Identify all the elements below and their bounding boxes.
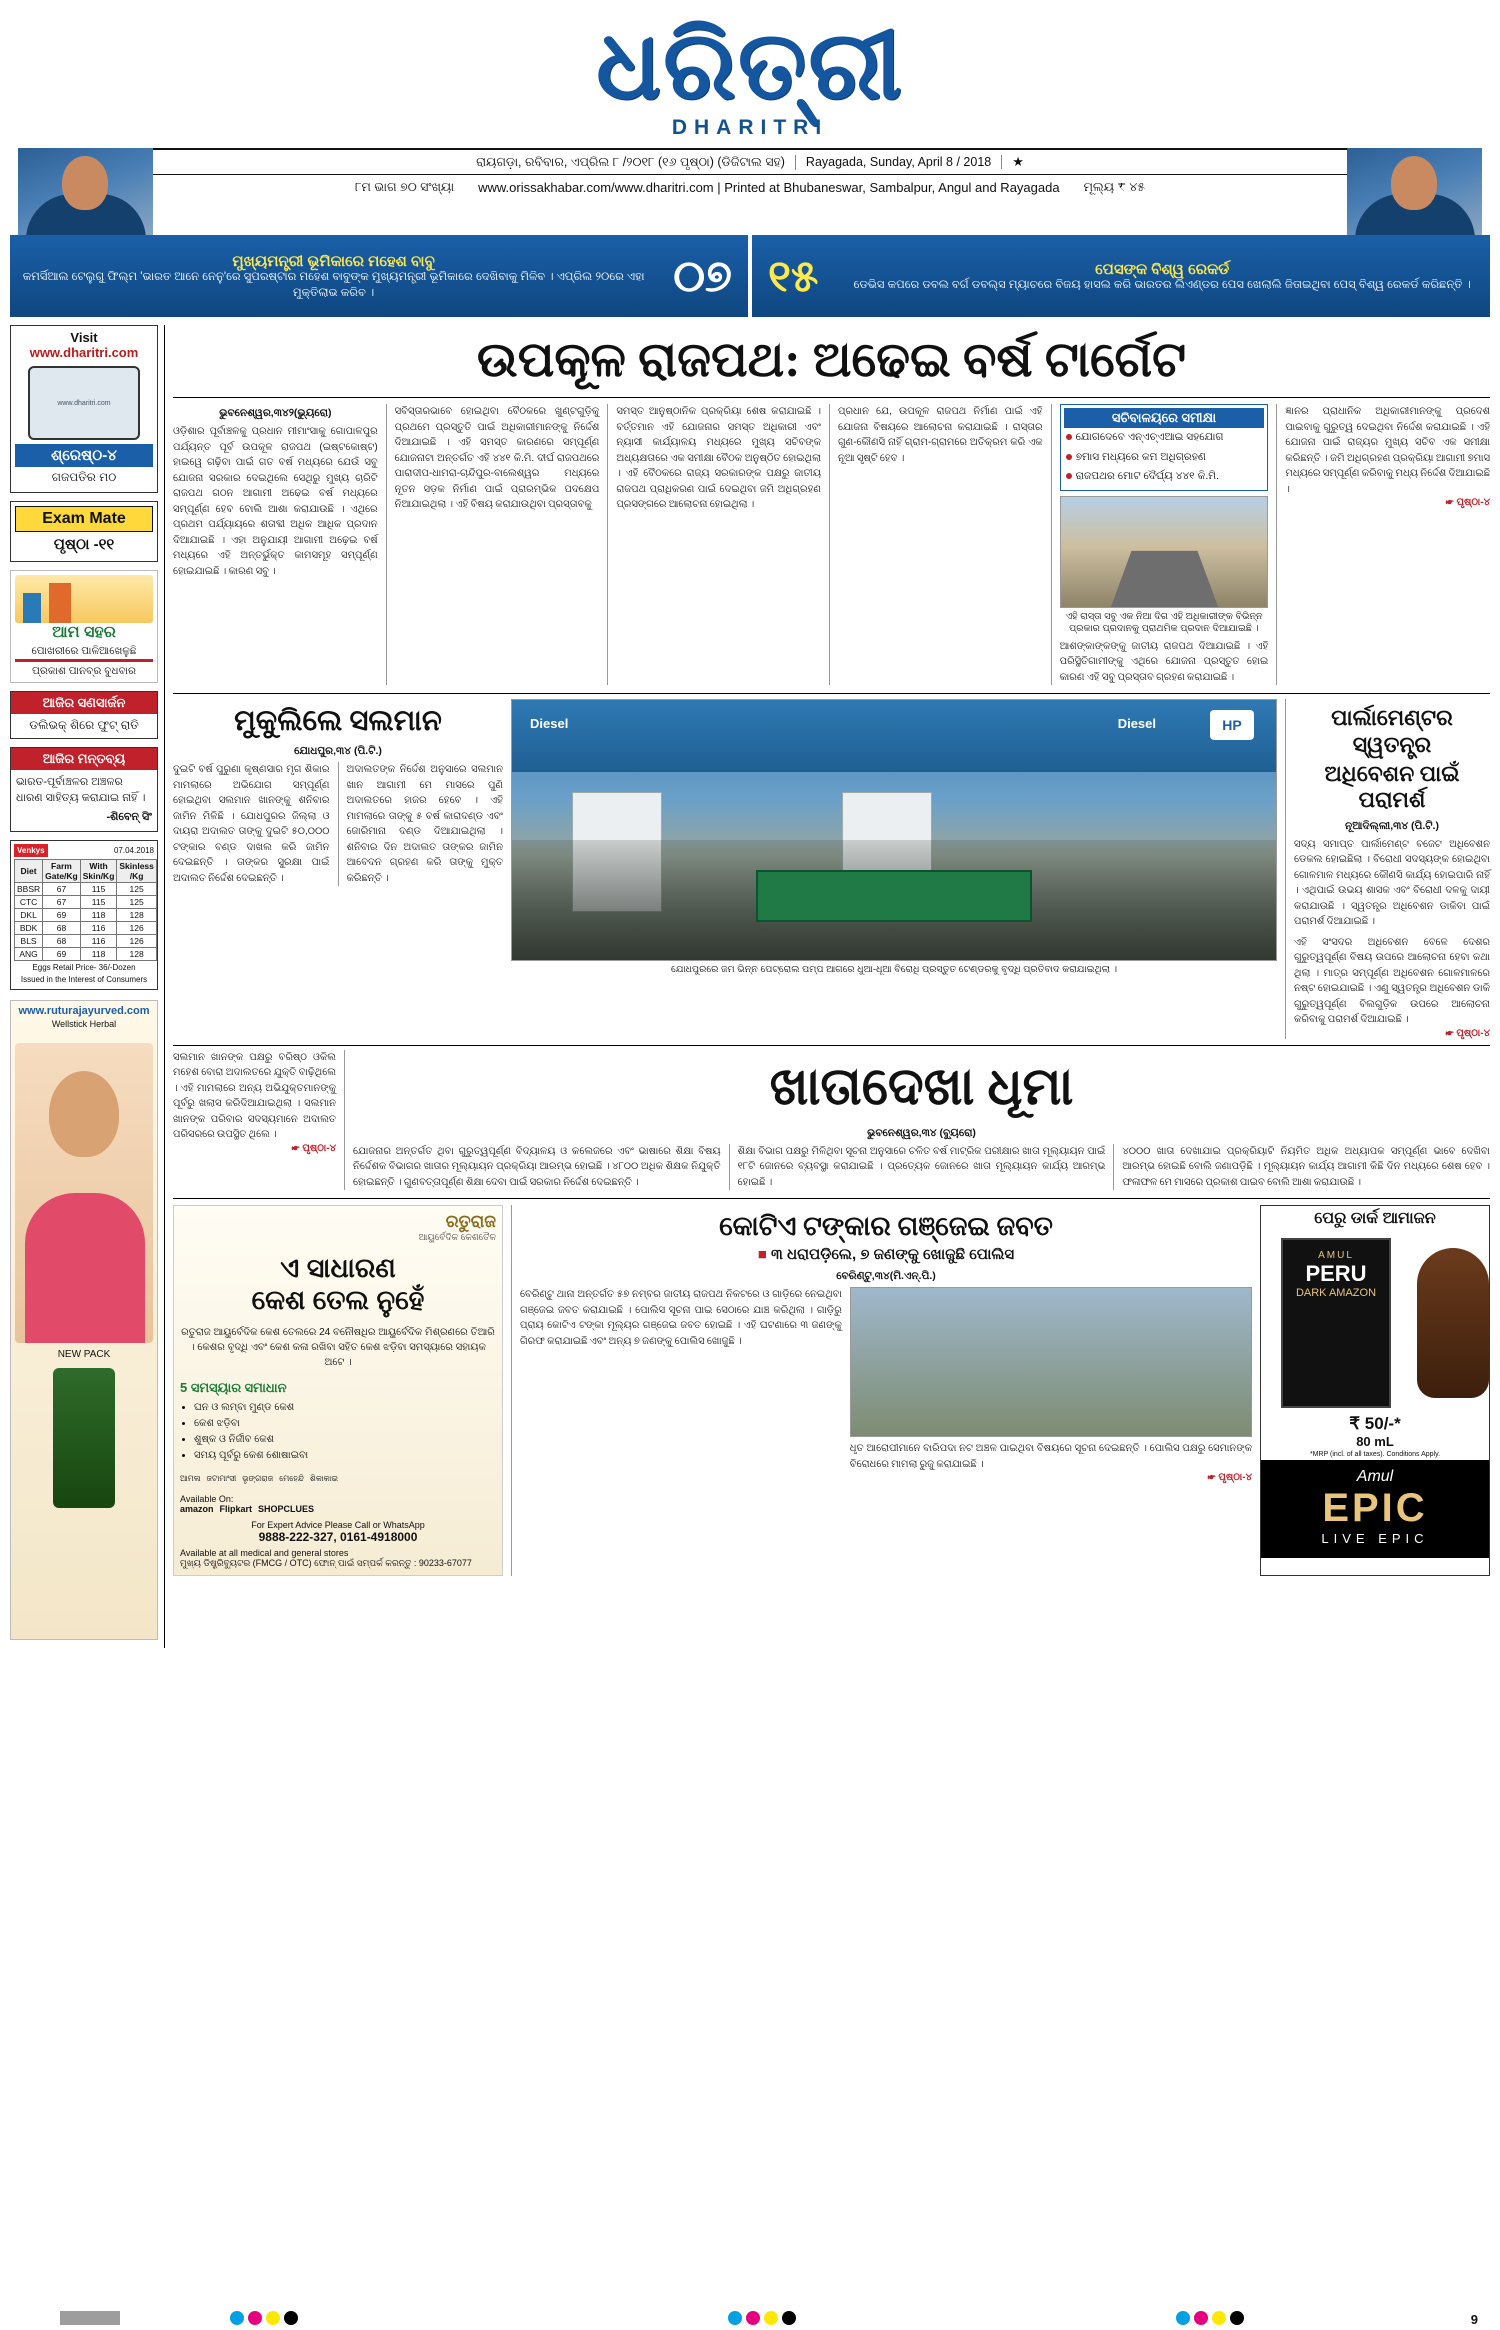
petrol-pump-photo <box>511 699 1277 961</box>
egg-col-withskin: With Skin/Kg <box>80 859 117 882</box>
egg-col-farmgate: Farm Gate/Kg <box>43 859 81 882</box>
new-pack-badge: NEW PACK <box>57 1348 111 1360</box>
crore-columns <box>520 1287 1252 1483</box>
ad-divider <box>15 659 153 662</box>
khata-byline: ଭୁବନେଶ୍ୱର,୩୪ (ବ୍ୟୁରୋ) <box>867 1126 976 1139</box>
main-area <box>164 325 1490 1648</box>
table-row <box>15 895 157 908</box>
amul-ad[interactable] <box>1260 1205 1490 1576</box>
khata-columns <box>353 1144 1490 1191</box>
amul-epic-footer <box>1261 1460 1489 1558</box>
quote-text: ଭାରତ-ପୂର୍ବାଞ୍ଚଳର ଅଞ୍ଚଳର ଧାରଣ ସାହିତ୍ୟ କରାଯାଇ ନାହିଁ । <box>16 776 146 804</box>
exam-mate-page: ପୃଷ୍ଠା -୧୧ <box>53 536 115 553</box>
crore-continued-link[interactable]: ☛ ପୃଷ୍ଠା-୪ <box>1207 1472 1252 1484</box>
lead-body-5: ଆଶଙ୍କାଙ୍କଙ୍କୁ ଜାତୀୟ ରାଜପଥ ଦିଆଯାଇଛି । ଏହି ପରିସ୍ଥିତିଗାମୀଙ୍କୁ ଏଥିରେ ଯୋଜନା ପ୍ରସ୍ତୁତ ହୋଇ କାରଣ ଏହି ସବୁ ପ୍ରସ୍ତାବ ଗ୍ରହଣ କରାଯାଇଛି । <box>1059 640 1269 683</box>
table-row <box>15 934 157 947</box>
list-item: • ଘନ ଓ ଲମ୍ବା ମୁଣ୍ଡ କେଶ <box>194 1400 496 1416</box>
masthead-info-row <box>0 175 1500 198</box>
amul-terms: *MRP (incl. of all taxes). Conditions Apply. <box>1309 1451 1441 1459</box>
salman-headline: ମୁକୁଲିଲେ ସଲମାନ <box>234 705 442 738</box>
city-illustration <box>15 575 153 623</box>
rail-blue-caption: ଗଜପତିର ମଠ <box>51 470 117 484</box>
lead-body-1: ଓଡ଼ିଶାର ପୂର୍ବାଞ୍ଚଳକୁ ପ୍ରଧାନ ମୀମାଂସାକୁ ଗୋପାଳପୁର ପର୍ଯ୍ୟନ୍ତ ପୂର୍ବ ଉପକୂଳ ରାଜପଥ (ଇଷ୍ଟକୋଷ୍ଟ) ହାଇୱେ ଗଢ଼ିବା ପାଇଁ ଗତ ବର୍ଷ ମଧ୍ୟରେ ଯେଉଁ ସବୁ ଯୋଜନା ସରକାର ଦେଇଥିଲେ ସେଥିରୁ ମୁଖ୍ୟ ଚାରିଟି ରାଜପଥ ଗଠନ ଆଗାମୀ ଅଢେଇ ବର୍ଷ ମଧ୍ୟରେ ସମ୍ପୂର୍ଣ୍ଣ ହେବ ବୋଲି ଆଶା କରାଯାଉଛି । ଏଥିରେ ପ୍ରଥମ ପର୍ଯ୍ୟାୟରେ ଶତାବ୍ଦୀ ଅଧିକ ଆଧିକ ପ୍ରଦାନ ଦିଆଯାଇଛି । ଏହା ଅନୁଯାୟୀ ଆଗାମୀ ଅଢ଼େଇ ବର୍ଷ ମଧ୍ୟରେ ଏହି ଅନ୍ତର୍ଭୁକ୍ତ କାମସମୂହ ସମ୍ପୂର୍ଣ୍ଣ ହୋଇଯାଇଛି । କାରଣ ସବୁ । <box>173 426 378 577</box>
print-registration-bar <box>0 2306 1500 2330</box>
lead-byline: ଭୁବନେଶ୍ୱର,୩୪୨(ଭ୍ୟୁରୋ) <box>219 407 332 419</box>
egg-cell: DKL <box>15 908 43 921</box>
table-row <box>15 921 157 934</box>
review-box-title: ସଚିବାଳୟରେ ସମୀକ୍ଷା <box>1064 408 1265 428</box>
khata-headline: ଖାତାଦେଖା ଧୂମା <box>769 1058 1074 1116</box>
yellow-dot <box>266 2311 280 2325</box>
amul-pack-brand: AMUL <box>1318 1250 1354 1262</box>
herb-chip: ଜଟାମାଂସୀ <box>206 1474 237 1484</box>
today-program-title: ଆଜିର ସଣସାର୍ଜନ <box>11 692 157 714</box>
lead-col-6 <box>1276 404 1490 685</box>
black-dot <box>782 2311 796 2325</box>
third-band <box>173 1046 1490 1191</box>
dateline-odia: ରାୟଗଡ଼ା, ରବିବାର, ଏପ୍ରିଲ ୮ /୨୦୧୮ (୧୬ ପୃଷ୍ଠା) (ଡିଜିଟାଲ ସହ) <box>466 155 796 170</box>
crore-body-1: ବେରିଣ୍ଟୁ ଥାନା ଅନ୍ତର୍ଗତ ୫୭ ନମ୍ବର ଜାତୀୟ ରାଜପଥ ନିକଟରେ ଓ ଗାଡ଼ିରେ ନେଇଥିବା ଗଞ୍ଜେଇ ଜବତ କରାଯାଇଛି । ପୋଲିସ ସୂଚନା ପାଇ ସେଠାରେ ଯାଞ୍ଚ କରିଥିଲା । ଗାଡ଼ିରୁ ପ୍ରାୟ କୋଟିଏ ଟଙ୍କା ମୂଲ୍ୟର ଗଞ୍ଜେଇ ଜବତ ହୋଇଛି । ଏହି ଘଟଣାରେ ୩ ଜଣଙ୍କୁ ଗିରଫ କରାଯାଇଛି ଏବଂ ଅନ୍ୟ ୭ ଜଣଙ୍କୁ ପୋଲିସ ଖୋଜୁଛି । <box>520 1289 842 1347</box>
crore-byline: ବେରିଣ୍ଟୁ,୩୪(ମି.ଏନ୍.ପି.) <box>836 1270 936 1283</box>
banner-right-headline: ପେସଙ୍କ ବିଶ୍ୱ ରେକର୍ଡ <box>1095 260 1230 278</box>
salman-continued-link[interactable]: ☛ ପୃଷ୍ଠା-୪ <box>291 1142 336 1154</box>
cmyk-dots-group-3 <box>1176 2311 1244 2325</box>
egg-col-diet: Diet <box>15 859 43 882</box>
today-thought-title: ଆଜିର ମନ୍ତବ୍ୟ <box>11 748 157 770</box>
lead-story-section <box>173 398 1490 685</box>
egg-cell: 115 <box>80 882 117 895</box>
herb-chip: ଶିକାକାଇ <box>309 1474 339 1484</box>
egg-price-table <box>14 859 157 961</box>
hair-ad-headline-1: ଏ ସାଧାରଣ <box>280 1253 396 1284</box>
hair-ad-social[interactable]: Wellstick Herbal <box>51 1018 117 1029</box>
egg-cell: 118 <box>80 908 117 921</box>
egg-col-skinless: Skinless /Kg <box>117 859 157 882</box>
exam-mate-box[interactable] <box>10 501 158 562</box>
diesel-label-left: Diesel <box>530 716 569 732</box>
egg-cell: 126 <box>117 921 157 934</box>
table-row <box>15 882 157 895</box>
hair-ad-site[interactable]: www.ruturajayurved.com <box>18 1004 150 1017</box>
model-torso <box>25 1193 145 1343</box>
lead-summary-col <box>1051 404 1269 685</box>
lead-col-3 <box>607 404 821 685</box>
shopclues-logo: SHOPCLUES <box>258 1504 315 1515</box>
salman-body-3: ସଲମାନ ଖାନଙ୍କ ପକ୍ଷରୁ ବରିଷ୍ଠ ଓକିଲ ମହେଶ ବୋରା ଅଦାଲତରେ ଯୁକ୍ତି ବାଢ଼ିଥିଲେ । ଏହି ମାମଲାରେ ଅନ୍ୟ ଅଭିଯୁକ୍ତମାନଙ୍କୁ ପୂର୍ବରୁ ଖଲାସ କରିଦିଆଯାଇଥିଲା । ସଲମାନ ଖାନଙ୍କ ପରିବାର ସଦସ୍ୟମାନେ ଅଦାଲତ ପରିସରରେ ଉପସ୍ଥିତ ଥିଲେ । <box>173 1051 336 1141</box>
hair-brand-sub: ଆୟୁର୍ବେଦିକ କେଶତୈଳ <box>418 1232 496 1243</box>
black-dot <box>284 2311 298 2325</box>
masthead-price: ମୂଲ୍ୟ ₹ ୪୫ <box>1083 180 1146 194</box>
herb-chip: ଭୃଙ୍ଗରାଜ <box>242 1474 274 1484</box>
crore-subhead: ୩ ଧରାପଡ଼ିଲେ, ୭ ଜଣଙ୍କୁ ଖୋଜୁଛି ପୋଲିସ <box>771 1246 1015 1264</box>
hair-oil-ad-left-part[interactable] <box>10 1000 158 1640</box>
egg-cell: 126 <box>117 934 157 947</box>
egg-cell: ANG <box>15 947 43 960</box>
venkys-logo: Venkys <box>14 844 48 857</box>
lead-col-1 <box>173 404 378 685</box>
herb-chip: ମେହେନ୍ଦି <box>279 1474 304 1484</box>
khata-body-2: ଶିକ୍ଷା ବିଭାଗ ପକ୍ଷରୁ ମିଳିଥିବା ସୂଚନା ଅନୁସାରେ ଚଳିତ ବର୍ଷ ମାଟ୍ରିକ ପରୀକ୍ଷାର ଖାତା ମୂଲ୍ୟାୟନ ପାଇଁ ୧୮ଟି ଜୋନରେ ବ୍ୟବସ୍ଥା କରାଯାଇଛି । ପ୍ରତ୍ୟେକ ଜୋନରେ ଖାତା ମୂଲ୍ୟାୟନ କାର୍ଯ୍ୟ ଆରମ୍ଭ ହୋଇଛି । <box>729 1144 1106 1191</box>
store-logos <box>180 1504 496 1514</box>
banner-left-text: କମର୍ସିଆଲ ଟେଲୁଗୁ ଫିଲ୍ମ 'ଭାରତ ଆନେ ନେନୁ'ରେ ସୁପରଷ୍ଟାର ମହେଶ ବାବୁଙ୍କ ମୁଖ୍ୟମନ୍ତ୍ରୀ ଭୂମିକାରେ ଦେଖିବାକୁ ମିଳିବ । ଏପ୍ରିଲ ୨୦ରେ ଏହା ମୁକ୍ତିଲାଭ କରିବ । <box>22 270 645 299</box>
phone-screen-url: www.dharitri.com <box>57 399 111 407</box>
cmyk-dots-group-1 <box>230 2311 298 2325</box>
salman-col3-wrap <box>173 1050 336 1191</box>
today-program-item: ଡଲିଭକ୍ ଶିରେ ଫୁଟ୍ ରାତି <box>29 718 139 733</box>
parliament-headline-line2: ଅଧିବେଶନ ପାଇଁ ପରାମର୍ଶ <box>1324 760 1460 813</box>
amul-pack-sub: DARK AMAZON <box>1295 1287 1377 1300</box>
review-item: ରାଜପଥର ମୋଟ ଦୈର୍ଘ୍ୟ ୪୪୧ କି.ମି. <box>1064 467 1265 487</box>
grey-registration-patch <box>60 2311 120 2325</box>
banner-item-paes[interactable] <box>752 235 1490 317</box>
egg-table-header-row <box>15 859 157 882</box>
pump-canopy <box>512 700 1276 772</box>
visit-label: Visit <box>70 330 98 345</box>
banner-left-headline: ମୁଖ୍ୟମନ୍ତ୍ରୀ ଭୂମିକାରେ ମହେଶ ବାବୁ <box>232 252 435 270</box>
egg-cell: 68 <box>43 934 81 947</box>
masthead-photo-left <box>18 148 153 240</box>
exam-mate-title: Exam Mate <box>15 506 153 532</box>
salman-byline: ଯୋଧପୁର,୩୪ (ପି.ଟି.) <box>294 745 382 758</box>
phone-mockup-image <box>28 366 140 440</box>
hair-benefits-title: 5 ସମସ୍ୟାର ସମାଧାନ <box>180 1380 287 1396</box>
diesel-label-right: Diesel <box>1117 716 1156 732</box>
black-dot <box>1230 2311 1244 2325</box>
banner-right-text: ଡେଭିସ କପରେ ଡବଲ ବର୍ଗ ଡବଲ୍ସ ମ୍ୟାଚରେ ବିଜୟ ହାସଲ କରି ଭାରତର ଲିଏଣ୍ଡର ପେସ ଖେଲାଲି ଜିତାଇଥିବା ପେସ୍ ବିଶ୍ୱ ରେକର୍ଡ କରିଛନ୍ତି । <box>853 278 1471 291</box>
petrol-photo-block <box>511 699 1277 1039</box>
cmyk-dots-group-2 <box>728 2311 796 2325</box>
khata-body-1: ଯୋଜନାର ଅନ୍ତର୍ଗତ ଥିବା ଗୁରୁତ୍ୱପୂର୍ଣ୍ଣ ବିଦ୍ୟାଳୟ ଓ କଲେଜରେ ଏବଂ ଭାଷାରେ ଶିକ୍ଷା ବିଷୟ ନିର୍ଦ୍ଦେଶକ ବିଭାଗର ଖାତାର ମୂଲ୍ୟାୟନ ପ୍ରକ୍ରିୟା ଆରମ୍ଭ ହୋଇଛି । ୪୮୦୦ ଅଧିକ ଶିକ୍ଷକ ନିଯୁକ୍ତି ହୋଇଛନ୍ତି । ଗୁଣବତ୍ତାପୂର୍ଣ୍ଣ ଶିକ୍ଷା ଦେବା ପାଇଁ ସରକାର ନିର୍ଦ୍ଦେଶ ଦେଇଛନ୍ତି । <box>353 1145 721 1188</box>
review-item: ଯୋଗଦେବେ ଏନ୍‌ଏଚ୍‌ଏଆଇ ସହଯୋଗ <box>1064 428 1265 448</box>
egg-cell: 116 <box>80 934 117 947</box>
lead-body-4: ପ୍ରଧାନ ଯେ, ଉପକୂଳ ରାଜପଥ ନିର୍ମାଣ ପାଇଁ ଏହି ଯୋଜନା ବିଷୟରେ ଆଲୋଚନା କରାଯାଇଛି । ରାସ୍ତାର ଗୁଣ-କୌଣସି ନାହିଁ ଗ୍ରାମ-ଗ୍ରାମରେ ଅତିକ୍ରମ କରି ଏକ ନୂଆ ସୃଷ୍ଟି ହେବ । <box>837 406 1043 464</box>
list-item: • କେଶ ଝଡ଼ିବା <box>194 1416 496 1432</box>
hp-logo: HP <box>1210 710 1254 740</box>
hair-oil-bottle <box>53 1368 115 1508</box>
list-item: • ଶୁଷ୍କ ଓ ନିର୍ଜୀବ କେଶ <box>194 1432 496 1448</box>
dateline-english: Rayagada, Sunday, April 8 / 2018 <box>796 155 1002 169</box>
hair-benefits-list <box>194 1400 496 1464</box>
amul-pack-name: PERU <box>1305 1261 1367 1287</box>
egg-cell: 125 <box>117 895 157 908</box>
amul-size: 80 mL <box>1356 1434 1394 1450</box>
page-content <box>10 325 1490 1648</box>
ama-sahara-ad[interactable] <box>10 570 158 683</box>
hair-brand-name: ରତୁରାଜ <box>445 1212 496 1232</box>
herb-chip: ଆମଳା <box>180 1474 201 1484</box>
egg-cell: 125 <box>117 882 157 895</box>
egg-note-2: Issued in the Interest of Consumers <box>20 975 148 985</box>
petrol-photo-caption: ଯୋଧପୁରରେ ଜମ ଭିନ୍ନ ପେଟ୍ରୋଲ ପମ୍ପ ଆଗରେ ଧୁଆ-ଧୂଆ ବିରୋଧି ପ୍ରସ୍ତୁତ ଟେଣ୍ଡରକୁ ବୃଦ୍ଧି ପ୍ରତିବାଦ କରାଯାଇଥିଲା । <box>671 964 1117 976</box>
flipkart-logo: Flipkart <box>219 1504 253 1515</box>
egg-cell: BLS <box>15 934 43 947</box>
salman-columns <box>173 762 503 886</box>
hair-footer-2: ମୁଖ୍ୟ ଡିଷ୍ଟ୍ରିବ୍ୟୁଟର (FMCG / OTC) ଫୋନ୍ ପାଇଁ ସମ୍ପର୍କ କରନ୍ତୁ : 90233-67077 <box>180 1558 472 1569</box>
egg-cell: 118 <box>80 947 117 960</box>
crore-body-2: ଧୃତ ଆରୋପୀମାନେ ବାରିପଦା ନଟ ଅଞ୍ଚଳ ପାଇଥିବା ବିଷୟରେ ସୂଚନା ଦେଇଛନ୍ତି । ପୋଲିସ ପକ୍ଷରୁ ସେମାନଙ୍କ ବିରୋଧରେ ମାମଲା ରୁଜୁ କରାଯାଇଛି । <box>849 1443 1252 1470</box>
hair-helpline-label: For Expert Advice Please Call or WhatsApp <box>251 1520 425 1531</box>
lead-col-4 <box>829 404 1043 685</box>
table-row <box>15 947 157 960</box>
egg-cell: BDK <box>15 921 43 934</box>
hair-ad-headline-2: କେଶ ତେଲ ନୁହେଁ <box>251 1285 425 1316</box>
cyan-dot <box>1176 2311 1190 2325</box>
today-thought-box <box>10 747 158 832</box>
parliament-continued-link[interactable]: ☛ ପୃଷ୍ଠା-୪ <box>1445 1027 1490 1039</box>
star-icon: ★ <box>1012 154 1024 169</box>
cyan-dot <box>230 2311 244 2325</box>
seized-goods-photo <box>850 1287 1252 1437</box>
magenta-dot <box>746 2311 760 2325</box>
list-item: • ସମୟ ପୂର୍ବରୁ କେଶ ଶୋଷାଇବା <box>194 1448 496 1464</box>
logo-english-text: DHARITRI <box>671 116 829 139</box>
yellow-dot <box>764 2311 778 2325</box>
lead-headline: ଉପକୂଳ ରାଜପଥ: ଅଢେଇ ବର୍ଷ ଟାର୍ଗେଟ <box>173 325 1490 398</box>
ama-sahara-line2: ପୋଖରୀରେ ପାଳିଆଖେଳୁଛି <box>31 645 137 658</box>
left-rail <box>10 325 158 1648</box>
herbs-row <box>180 1474 496 1484</box>
highway-photo-caption: ଏହି ରାସ୍ତା ସବୁ ଏକ ନିଆ ଦିଗ ଏହି ଅଧିକାରୀଙ୍କ ବିଭିନ୍ନ ପ୍ରକାର ପ୍ରଦାନକୁ ପ୍ରାଥମିକ ପ୍ରଦାନ ଦିଆଯାଇଛି । <box>1065 610 1263 635</box>
egg-note-1: Eggs Retail Price- 36/-Dozen <box>32 962 136 972</box>
khata-story <box>344 1050 1490 1191</box>
amul-ad-headline: ପେରୁ ଡାର୍କ ଆମାଜନ <box>1314 1210 1436 1228</box>
model-face <box>49 1071 119 1157</box>
lead-col-2 <box>386 404 600 685</box>
egg-cell: 116 <box>80 921 117 934</box>
hair-ad-body: ରତୁରାଜ ଆୟୁର୍ବେଦିକ କେଶ ତେଲରେ 24 ବନୌଷଧିର ଆୟୁର୍ବେଦିକ ମିଶ୍ରଣରେ ତିଆରି । କେଶର ବୃଦ୍ଧି ଏବଂ କେଶ କଳା ରଖିବା ସହିତ କେଶ ଝଡ଼ିବା ସମସ୍ୟାରେ ସହାୟକ ଅଟେ । <box>181 1327 495 1369</box>
protest-banner <box>756 870 1031 922</box>
egg-cell: 69 <box>43 947 81 960</box>
magenta-dot <box>248 2311 262 2325</box>
model-photo <box>15 1043 153 1343</box>
amul-epic-wordmark: EPIC <box>1322 1486 1428 1531</box>
ama-sahara-title: ଆମ ସହର <box>52 624 116 641</box>
crore-headline: କୋଟିଏ ଟଙ୍କାର ଗଞ୍ଜେଇ ଜବତ <box>719 1211 1053 1242</box>
amul-brand: Amul <box>1356 1468 1394 1486</box>
top-banner <box>10 235 1490 317</box>
quote-author: -ଶିବେନ୍ ସିଂ <box>106 810 152 823</box>
hair-phone[interactable]: 9888-222-327, 0161-4918000 <box>258 1530 418 1545</box>
amul-pack-box <box>1281 1238 1391 1408</box>
egg-cell: 68 <box>43 921 81 934</box>
salman-body-1: ଦୁଇଟି ବର୍ଷ ପୁରୁଣା କୃଷ୍ଣସାର ମୃଗ ଶିକାର ମାମଲାରେ ଅଭିଯୋଗ ସମ୍ପୂର୍ଣ୍ଣ ହୋଇଥିବା ସଲମାନ ଖାନଙ୍କୁ ଶନିବାର ଜାମିନ ମିଳିଛି । ଯୋଧପୁରର ଜିଲ୍ଲା ଓ ଦାୟରା ଅଦାଲତ ତାଙ୍କୁ ଦୁଇଟି ୫୦,୦୦୦ ଟଙ୍କାର ବଣ୍ଡ ଦାଖଲ କରି ଜାମିନ ଦେଇଛନ୍ତି । ତାଙ୍କର ସୁରକ୍ଷା ପାଇଁ ଅଦାଲତ ନିର୍ଦ୍ଦେଶ ଦେଇଛନ୍ତି । <box>173 764 330 884</box>
khata-body-3: ୪୦୦୦ ଖାତା ଦେଖାଯାଇ ପ୍ରକ୍ରିୟାଟି ନିୟମିତ ଅଧିକ ଅଧ୍ୟାପକ ସମ୍ପୂର୍ଣ୍ଣ ଭାବେ ଦେଖିବା ଆରମ୍ଭ ହୋଇଛି ବୋଲି ଜଣାପଡ଼ିଛି । ମୂଲ୍ୟାୟନ କାର୍ଯ୍ୟ ଆଗାମୀ କିଛି ଦିନ ମଧ୍ୟରେ ଶେଷ ହେବ । ଫଳାଫଳ ମେ ମାସରେ ପ୍ରକାଶ ପାଇବ ବୋଲି ଆଶା କରାଯାଉଛି । <box>1113 1144 1490 1191</box>
banner-right-pagenum: ୧୫ <box>768 251 819 301</box>
egg-cell: 128 <box>117 947 157 960</box>
banner-item-mahesh[interactable] <box>10 235 748 317</box>
parliament-story <box>1285 699 1490 1039</box>
table-row <box>15 908 157 921</box>
page-number: 9 <box>1470 2312 1478 2327</box>
parliament-byline: ନୂଆଦିଲ୍ଲୀ,୩୪ (ପି.ଟି.) <box>1345 819 1439 832</box>
parliament-body-2: ଏହି ସଂସଦର ଅଧିବେଶନ ବେଳେ ଦେଶର ଗୁରୁତ୍ୱପୂର୍ଣ୍ଣ ବିଷୟ ଉପରେ ଆଲୋଚନା ହେବା କଥା ଥିଲା । ମାତ୍ର ସମ୍ପୂର୍ଣ୍ଣ ଅଧିବେଶନ ଗୋଳମାଳରେ ନଷ୍ଟ ହୋଇଯାଇଛି । ଏଣୁ ସ୍ୱତନ୍ତ୍ର ଅଧିବେଶନ ଡାକି ଗୁରୁତ୍ୱପୂର୍ଣ୍ଣ ବିଲଗୁଡ଼ିକ ଉପରେ ଆଲୋଚନା କରିବାକୁ ପରାମର୍ଶ ଦିଆଯାଇଛି । <box>1294 936 1490 1026</box>
amul-price: ₹ 50/-* <box>1349 1414 1401 1434</box>
egg-price-table-box <box>10 840 158 990</box>
visit-url[interactable]: www.dharitri.com <box>29 345 139 360</box>
hair-footer-1: Available at all medical and general stores <box>180 1548 349 1559</box>
egg-cell: 69 <box>43 908 81 921</box>
magenta-dot <box>1194 2311 1208 2325</box>
masthead-website[interactable]: www.orissakhabar.com/www.dharitri.com | Printed at Bhubaneswar, Sambalpur, Angul and Rayagada <box>478 180 1060 195</box>
newspaper-logo <box>0 12 1500 140</box>
hair-oil-ad[interactable] <box>173 1205 503 1576</box>
banner-left-pagenum: ୦୭ <box>673 251 732 301</box>
icecream-bar-image <box>1417 1248 1489 1398</box>
highway-photo <box>1060 496 1269 608</box>
logo-odia-text: ଧରିତ୍ରୀ <box>596 12 904 119</box>
egg-cell: 67 <box>43 895 81 908</box>
amazon-logo: amazon <box>180 1504 214 1515</box>
yellow-dot <box>1212 2311 1226 2325</box>
parliament-headline-line1: ପାର୍ଲାମେଣ୍ଟର ସ୍ୱତନ୍ତ୍ର <box>1331 705 1453 757</box>
cyan-dot <box>728 2311 742 2325</box>
ama-sahara-line3: ପ୍ରକାଶ ପାନବ୍ର ବୁଧବାର <box>32 664 136 677</box>
egg-table-date: 07.04.2018 <box>113 845 154 855</box>
today-program-box <box>10 691 158 739</box>
second-band <box>173 694 1490 1039</box>
egg-cell: 115 <box>80 895 117 908</box>
lead-continued-link[interactable]: ☛ ପୃଷ୍ଠା-୪ <box>1445 497 1491 508</box>
secretariat-review-box <box>1060 404 1269 491</box>
lead-body-2: ସବିସ୍ତାରଭାବେ ହୋଇଥିବା ବୈଠକରେ ଖୁଣ୍ଟଗୁଡ଼ିକୁ ପ୍ରଥମେ ପ୍ରସ୍ତୁତି ପାଇଁ ଅଧିକାରୀମାନଙ୍କୁ ନିର୍ଦ୍ଦେଶ ଦିଆଯାଇଛି । ଏହି ସମସ୍ତ କାରଣରେ ସମ୍ପୂର୍ଣ୍ଣ ଯୋଜନାଟା ଅନ୍ତର୍ଗତ ଏହି ୪୪୧ କି.ମି. ଦୀର୍ଘ ରାଜପଥରେ ପାରାଦୀପ-ଧାମରା-ଚାନ୍ଦିପୁର-ବାଲେଶ୍ୱର ମଧ୍ୟରେ ନୂତନ ସଡ଼କ ନିର୍ମାଣ ପାଇଁ ପ୍ରାରମ୍ଭିକ ପଦକ୍ଷେପ ନିଆଯାଇଥିଲା । ଏହି ବିଷୟ କରାଯାଉଥିବା ପ୍ରସ୍ତାବକୁ <box>394 406 600 510</box>
egg-cell: CTC <box>15 895 43 908</box>
rail-blue-band: ଶ୍ରେଷ୍ଠ-୪ <box>15 444 153 467</box>
crore-subhead-wrap <box>520 1246 1252 1267</box>
lead-body-3: ସମସ୍ତ ଆନୁଷ୍ଠାନିକ ପ୍ରକ୍ରିୟା ଶେଷ କରାଯାଇଛି । ବର୍ତ୍ତମାନ ଏହି ଯୋଜନାର ସମସ୍ତ ଅଧିକାରୀ ଏବଂ ନ୍ୟାସୀ କାର୍ଯ୍ୟାଳୟ ମଧ୍ୟରେ ମୁଖ୍ୟ ସଚିବଙ୍କ ଅଧ୍ୟକ୍ଷତାରେ ଏକ ସମୀକ୍ଷା ବୈଠକ ଅନୁଷ୍ଠିତ ହୋଇଥିଲା । ଏହି ବୈଠକରେ ରାଜ୍ୟ ସରକାରଙ୍କ ପକ୍ଷରୁ ଜାତୀୟ ରାଜପଥ ପ୍ରାଧିକରଣ ପାଇଁ ଦେଇଥିବା ଜମି ଅଧିଗ୍ରହଣ ପ୍ରସଙ୍ଗରେ ଆଲୋଚନା ହୋଇଥିଲା । <box>616 406 821 510</box>
square-bullet-icon: ■ <box>757 1246 767 1264</box>
fourth-band <box>173 1199 1490 1576</box>
amul-tagline: LIVE EPIC <box>1321 1531 1429 1547</box>
egg-cell: 128 <box>117 908 157 921</box>
egg-cell: BBSR <box>15 882 43 895</box>
edition-label: ୮ମ ଭାଗ ୭୦ ସଂଖ୍ୟା <box>354 180 455 194</box>
masthead-dateline-row <box>0 150 1500 172</box>
review-item: ୭ମାସ ମଧ୍ୟରେ କମ ଅଧିଗ୍ରହଣ <box>1064 448 1265 468</box>
salman-story <box>173 699 503 1039</box>
crore-story <box>511 1205 1252 1576</box>
masthead-photo-right <box>1347 148 1482 240</box>
parliament-body-1: ସଦ୍ୟ ସମାପ୍ତ ପାର୍ଲାମେଣ୍ଟ ବଜେଟ ଅଧିବେଶନ ଡେକଲ ହୋଇଛିଲା । ବିରୋଧୀ ସଦସ୍ୟଙ୍କ ହୋଇଥିବା ଗୋଳମାଳ ମଧ୍ୟରେ କୌଣସି କାର୍ଯ୍ୟ ହୋଇପାରି ନାହିଁ । ଏଥିପାଇଁ ଉଭୟ ଶାସକ ଏବଂ ବିରୋଧୀ ଦଳକୁ ଦାୟୀ କରାଯାଉଛି । ସ୍ୱତନ୍ତ୍ର ଅଧିବେଶନ ଡାକିବା ପାଇଁ ପରାମର୍ଶ ଦିଆଯାଇଛି । <box>1294 838 1490 928</box>
masthead <box>0 0 1500 235</box>
hair-available-label: Available On: <box>180 1494 234 1505</box>
egg-cell: 67 <box>43 882 81 895</box>
lead-body-6: ଜ୍ଞାନର ପ୍ରାଧାନିକ ଅଧିକାରୀମାନଙ୍କୁ ପ୍ରଦେଶ ପାଇବାକୁ ଗୁରୁତ୍ୱ ଦେଇଥିବା ନିର୍ଦ୍ଦେଶ କରାଯାଇଛି । ଏହି ଯୋଜନା ପାଇଁ ରାଜ୍ୟର ମୁଖ୍ୟ ସଚିବ ଏକ ସମୀକ୍ଷା କରିଛନ୍ତି । ଜମି ଅଧିଗ୍ରହଣ ପ୍ରକ୍ରିୟା ଆଗାମୀ ୭ମାସ ମଧ୍ୟରେ ସମ୍ପୂର୍ଣ୍ଣ କରିବାକୁ ମଧ୍ୟ ନିର୍ଦ୍ଦେଶ ଦିଆଯାଇଛି । <box>1285 406 1491 495</box>
visit-site-box[interactable] <box>10 325 158 493</box>
salman-body-2: ଅଦାଲତଙ୍କ ନିର୍ଦ୍ଦେଶ ଅନୁସାରେ ସଲମାନ ଖାନ ଆଗାମୀ ମେ ମାସରେ ପୁଣି ଅଦାଲତରେ ହାଜର ହେବେ । ଏହି ମାମଲାରେ ତାଙ୍କୁ ୫ ବର୍ଷ କାରାଦଣ୍ଡ ଏବଂ ଜୋରିମାନା ଦଣ୍ଡ ଦିଆଯାଇଥିଲା । ଶନିବାର ଦିନ ଅଦାଲତ ତାଙ୍କର ଜାମିନ ଆବେଦନ ଗ୍ରହଣ କରି ତାଙ୍କୁ ମୁକ୍ତ କରିଛନ୍ତି । <box>338 762 504 886</box>
